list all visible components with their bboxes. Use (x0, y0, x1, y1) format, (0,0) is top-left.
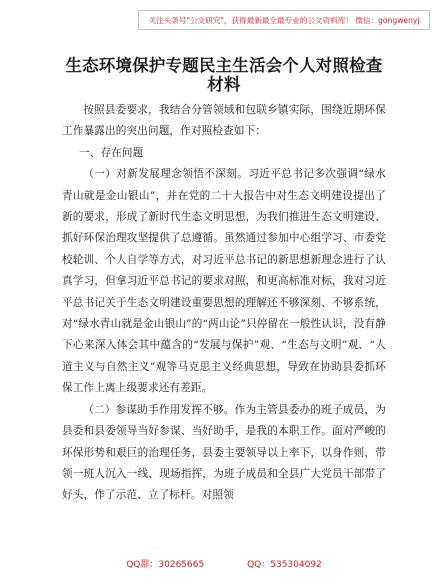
qq-group-text: QQ群：30265665 (126, 560, 205, 570)
section-heading: 一、存在问题 (78, 146, 144, 159)
document-title: 生态环境保护专题民主生活会个人对照检查材料 (65, 56, 383, 94)
qq-number-text: QQ：535304092 (247, 560, 322, 570)
footer-contact (0, 557, 448, 570)
body-paragraph-1: （一）对新发展理念领悟不深刻。习近平总书记多次强调“绿水青山就是金山银山”，并在党的二十大报告中对生态文明建设提出了新的要求，形成了新时代生态文明思想，为我们推进生态文明建设、抓好环保治理攻坚提供了总遵循。虽然通过参加中心组学习、市委党校轮训、个人自学等方式，对习近平总书记的新思想新理念进行了认真学习，但拿习近平总书记的要求对照，和更高标准对标，我对习近平总书记关于生态文明建设重要思想的理解还不够深刻、不够系统，对“绿水青山就是金山银山”的“两山论”只停留在一般性认识，没有静下心来深入体会其中蕴含的“发展与保护”观、“生态与文明”观、“人道主义与自然主义”观等马克思主义经典思想，导致在协助县委抓环保工作上离上级要求还有差距。 (62, 168, 386, 395)
document-body (62, 100, 386, 507)
promo-banner: 关注头条号"公文研究"，获得最新最全最专业的公文资料库！ 微信：gongwenyj (138, 10, 430, 30)
intro-paragraph: 按照县委要求，我结合分管领域和包联乡镇实际，围绕近期环保工作暴露出的突出问题，作对照检查如下： (62, 104, 386, 138)
body-paragraph-2: （二）参谋助手作用发挥不够。作为主管县委办的班子成员，为县委和县委领导当好参谋、当好助手，是我的本职工作。面对严峻的环保形势和艰巨的治理任务，县委主要领导以上率下，以身作则，带领一班人沉入一线、现场指挥，为班子成员和全县广大党员干部带了好头，作了示范、立了标杆。对照领 (62, 403, 386, 502)
